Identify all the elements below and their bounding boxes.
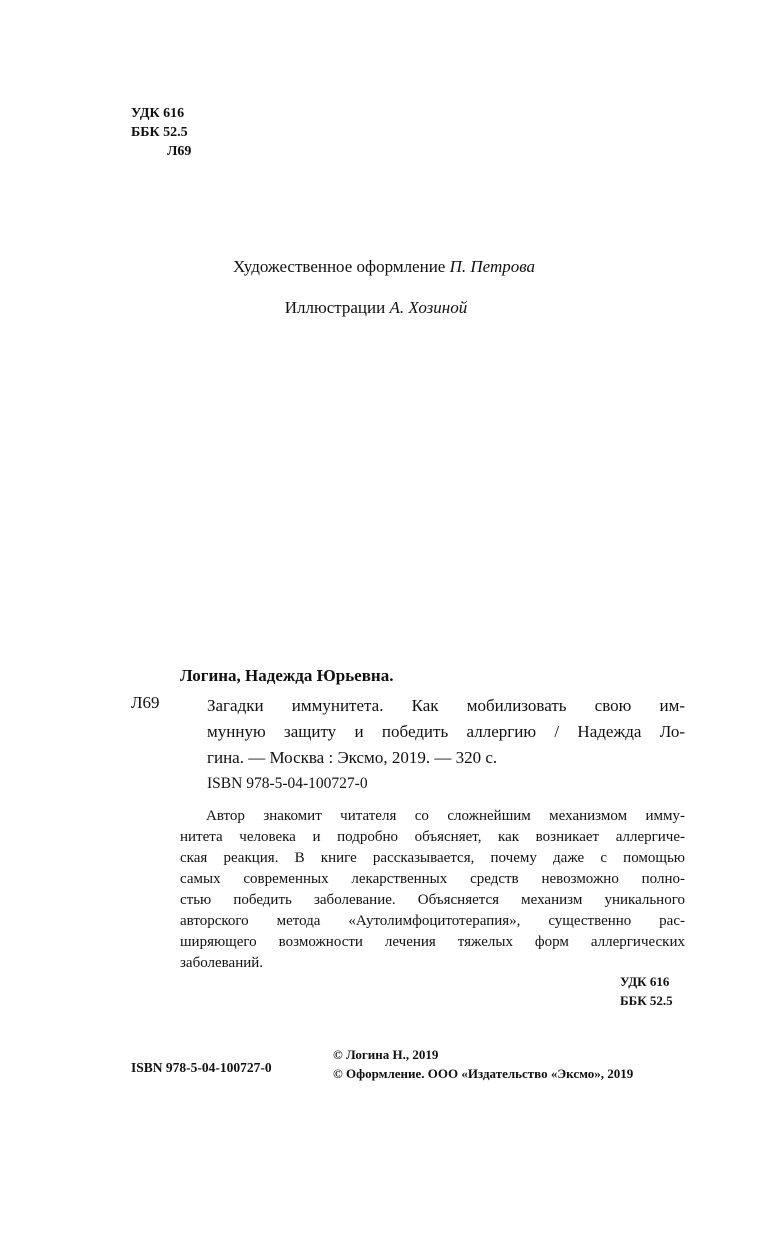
illustrations-label: Иллюстрации <box>284 298 386 317</box>
copyright-design: © Оформление. ООО «Издательство «Эксмо», 2019 <box>333 1066 634 1081</box>
copyright-block <box>333 1045 633 1083</box>
annotation-line: нитета человека и подробно объясняет, как возникает аллергиче- <box>180 829 685 845</box>
classification-codes <box>131 104 191 161</box>
design-label: Художественное оформление <box>232 257 446 276</box>
annotation-line: Автор знакомит читателя со сложнейшим механизмом имму- <box>206 808 685 824</box>
title-line: гина. — Москва : Эксмо, 2019. — 320 с. <box>207 748 498 767</box>
footer-isbn: ISBN 978-5-04-100727-0 <box>131 1060 272 1075</box>
udk-code: УДК 616 <box>131 106 185 121</box>
title-line: Загадки иммунитета. Как мобилизовать свою им- <box>207 696 685 715</box>
title-line: мунную защиту и победить аллергию / Надежда Ло- <box>207 722 685 741</box>
entry-mark: Л69 <box>131 693 160 712</box>
annotation-line: стью победить заболевание. Объясняется механизм уникального <box>180 892 685 908</box>
entry-title <box>207 693 685 771</box>
footer-udk: УДК 616 <box>620 974 670 989</box>
author-mark: Л69 <box>167 144 192 159</box>
footer-codes <box>620 972 673 1010</box>
bbk-code: ББК 52.5 <box>131 125 188 140</box>
annotation-line: заболеваний. <box>180 955 264 971</box>
annotation-line: самых современных лекарственных средств невозможно полно- <box>180 871 685 887</box>
design-credit <box>0 257 768 277</box>
annotation-line: ская реакция. В книге рассказывается, почему даже с помощью <box>180 850 685 866</box>
entry-author: Логина, Надежда Юрьевна. <box>180 666 394 685</box>
annotation <box>180 806 685 974</box>
illustrations-name: А. Хозиной <box>389 298 468 317</box>
footer-bbk: ББК 52.5 <box>620 993 673 1008</box>
annotation-line: авторского метода «Аутолимфоцитотерапия», существенно рас- <box>180 913 685 929</box>
illustrations-credit <box>0 298 760 318</box>
design-name: П. Петрова <box>449 257 536 276</box>
entry-isbn: ISBN 978-5-04-100727-0 <box>207 775 368 792</box>
annotation-line: ширяющего возможности лечения тяжелых форм аллергических <box>180 934 685 950</box>
copyright-author: © Логина Н., 2019 <box>333 1047 439 1062</box>
